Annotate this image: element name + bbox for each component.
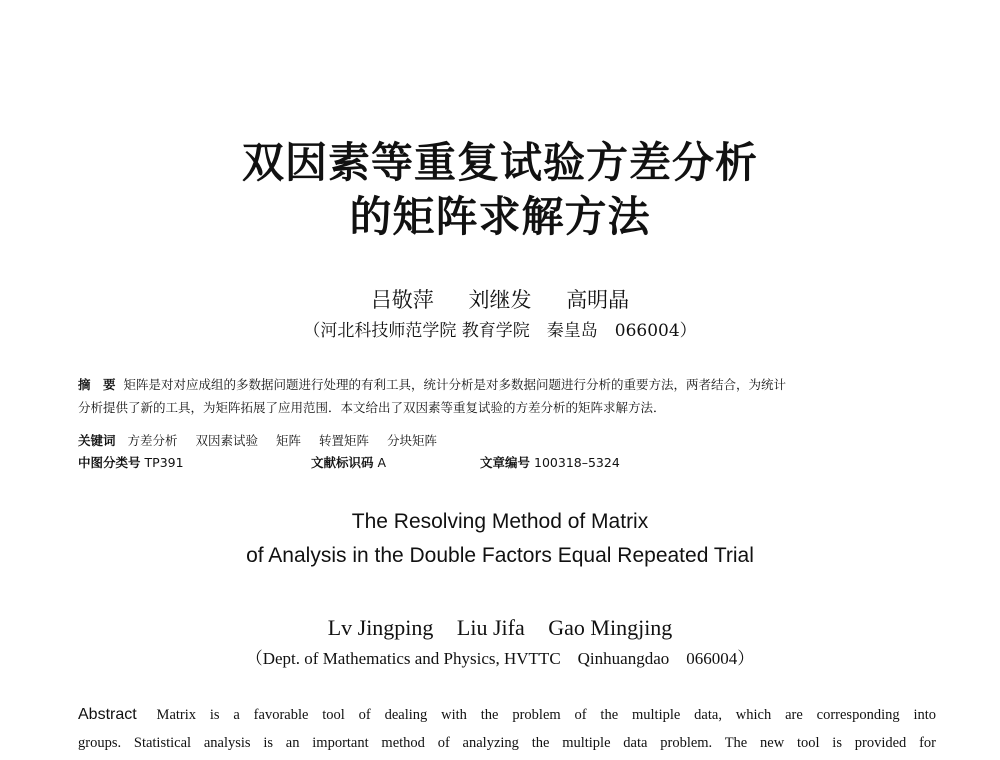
article-number: 文章编号 100318–5324 <box>480 455 620 470</box>
english-abstract-line-1 <box>78 707 936 723</box>
chinese-title-line-2: 的矩阵求解方法 <box>349 192 651 241</box>
author-cn-2: 刘继发 <box>468 288 532 312</box>
chinese-abstract-text-1: 矩阵是对对应成组的多数据问题进行处理的有利工具，统计分析是对多数据问题进行分析的重要方法，两者结合，为统计 <box>123 377 787 392</box>
chinese-abstract-label: 摘 要 <box>78 377 116 392</box>
english-abstract-line-2: groups. Statistical analysis is an important method of analyzing the multiple data problem. The new tool is provided for <box>78 735 936 751</box>
author-en-2: Liu Jifa <box>456 615 525 640</box>
chinese-keywords <box>78 435 938 448</box>
clc-number: 中图分类号 TP391 <box>78 455 184 470</box>
chinese-abstract-line-2: 分析提供了新的工具，为矩阵拓展了应用范围．本文给出了双因素等重复试验的方差分析的矩阵求解方法． <box>78 400 666 415</box>
chinese-affiliation: （河北科技师范学院 教育学院 秦皇岛 066004） <box>303 321 697 341</box>
document-code: 文献标识码 A <box>311 455 387 470</box>
keyword-item: 转置矩阵 <box>319 433 370 448</box>
keyword-item: 方差分析 <box>127 433 178 448</box>
english-affiliation: （Dept. of Mathematics and Physics, HVTTC Qinhuangdao 066004） <box>245 649 755 668</box>
chinese-authors <box>0 290 1000 311</box>
author-cn-3: 高明晶 <box>566 288 630 312</box>
keyword-item: 双因素试验 <box>195 433 259 448</box>
keywords-label: 关键词 <box>78 433 116 448</box>
chinese-title-line-1: 双因素等重复试验方差分析 <box>241 138 758 187</box>
author-cn-1: 吕敬萍 <box>370 288 434 312</box>
chinese-abstract-line-1 <box>78 379 938 392</box>
author-en-3: Gao Mingjing <box>548 615 673 640</box>
keyword-item: 分块矩阵 <box>387 433 438 448</box>
keyword-item: 矩阵 <box>276 433 302 448</box>
author-en-1: Lv Jingping <box>327 615 434 640</box>
english-title-line-2: of Analysis in the Double Factors Equal Repeated Trial <box>246 544 754 567</box>
english-authors <box>0 617 1000 639</box>
english-title-line-1: The Resolving Method of Matrix <box>351 510 649 533</box>
english-abstract-text-1: Matrix is a favorable tool of dealing with the problem of the multiple data, which are corresponding into <box>156 707 937 723</box>
english-abstract-label: Abstract <box>78 706 137 723</box>
